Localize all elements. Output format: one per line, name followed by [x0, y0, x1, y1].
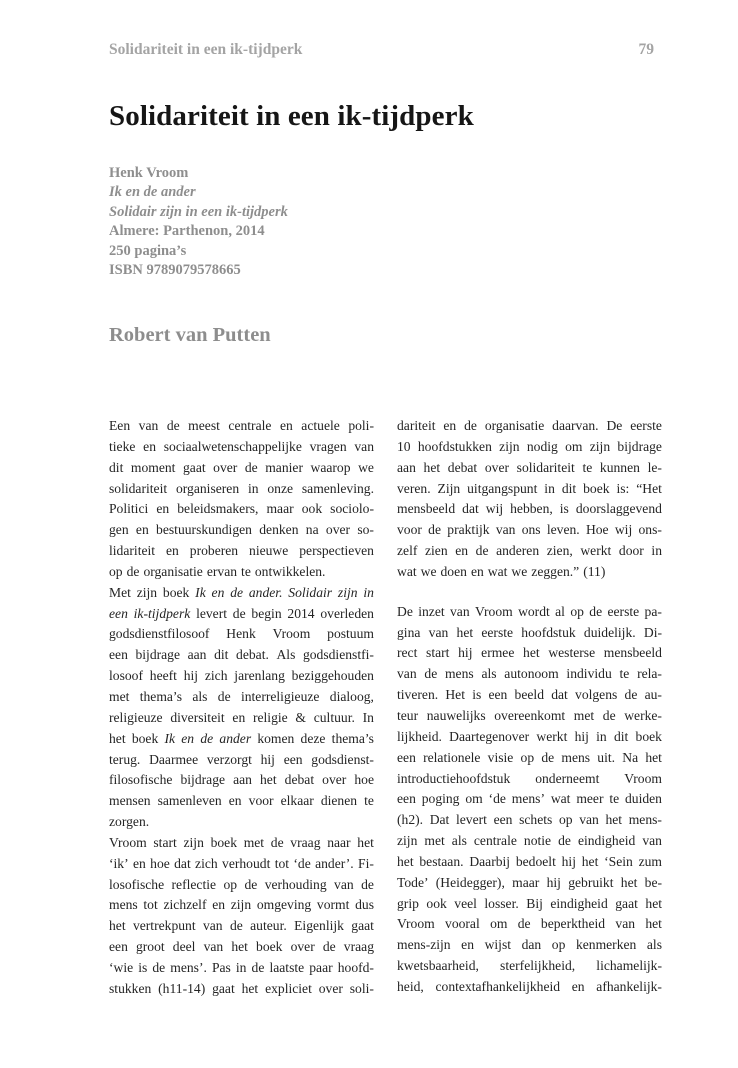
text-line: gen en bestuurskundigen denken na over so- [109, 522, 374, 538]
text-line: dit moment gaat over de manier waarop we [109, 459, 374, 475]
text-line: 10 hoofdstukken zijn nodig om zijn bijdrage [397, 438, 662, 454]
text-line: zijn met als centrale notie de eindigheid van [397, 833, 662, 849]
text-line: Een van de meest centrale en actuele poli- [109, 418, 374, 433]
text-line: een groot deel van het boek over de vraag [109, 939, 374, 955]
text-line: tiveren. Het is een beeld dat volgens de au- [397, 687, 662, 703]
book-publisher: Almere: Parthenon, 2014 [109, 223, 265, 240]
text-line: lidariteit en proberen nieuwe perspectieven [109, 543, 374, 559]
text-line: Politici en beleidsmakers, maar ook sociolo- [109, 501, 374, 517]
text-line: dariteit en de organisatie daarvan. De eerste [397, 418, 662, 433]
text-line: losofische reflectie op de verhouding van de [109, 876, 374, 892]
body-column-right [397, 416, 662, 998]
text-line: mens-zijn en wijst dan op kenmerken als [397, 937, 662, 953]
text-line: een ik-tijdperk levert de begin 2014 overleden [109, 605, 374, 621]
text-line: op de organisatie ervan te ontwikkelen. [109, 563, 326, 579]
text-line: zelf zien en de anderen zien, werkt door in [397, 543, 662, 559]
text-line: teur nauwelijks overeenkomt met de werke- [397, 707, 662, 723]
text-line: kwetsbaarheid, sterfelijkheid, lichamelijk- [397, 958, 662, 974]
article-title: Solidariteit in een ik-tijdperk [109, 100, 474, 132]
text-line: (h2). Dat levert een schets op van het mens- [397, 812, 662, 828]
text-line: ‘ik’ en hoe dat zich verhoudt tot ‘de ander’. Fi- [109, 855, 374, 871]
paragraph-gap [397, 583, 662, 602]
text-line: Met zijn boek Ik en de ander. Solidair zijn in [109, 584, 374, 600]
text-line: met thema’s als de interreligieuze dialoog, [109, 688, 374, 704]
text-line: Vroom start zijn boek met de vraag naar het [109, 834, 374, 850]
text-line: zorgen. [109, 814, 150, 830]
text-line: het boek Ik en de ander komen deze thema’s [109, 730, 374, 746]
text-line: introductiehoofdstuk onderneemt Vroom [397, 770, 662, 786]
text-line: Tode’ (Heidegger), maar hij gebruikt het be- [397, 874, 662, 890]
text-line: wat we doen en wat we zeggen.” (11) [397, 563, 606, 579]
text-line: rect start hij ermee het westerse mensbeeld [397, 645, 662, 661]
text-line: stukken (h11-14) gaat het expliciet over soli- [109, 980, 374, 996]
book-author: Henk Vroom [109, 165, 189, 181]
text-line: grip ook veel losser. Bij eindigheid gaat het [397, 895, 662, 911]
book-isbn: ISBN 9789079578665 [109, 262, 241, 279]
text-line: een bijdrage aan dit debat. Als godsdienstfi- [109, 647, 374, 663]
text-line: lijkheid. Daartegenover werkt hij in dit boek [397, 728, 662, 744]
text-line: mensen samenleven en voor elkaar dienen te [109, 793, 374, 809]
text-line: godsdienstfilosoof Henk Vroom postuum [109, 626, 374, 642]
text-line: tieke en sociaalwetenschappelijke vragen van [109, 438, 374, 454]
text-line: veren. Zijn uitgangspunt in dit boek is: “Het [397, 480, 662, 496]
text-line: het bestaan. Daarbij bedoelt hij het ‘Sein zum [397, 853, 662, 869]
text-line: aan het debat over solidariteit te kunnen le- [397, 459, 662, 475]
page-number: 79 [638, 41, 654, 58]
text-line: mens tot zichzelf en zijn omgeving vormt dus [109, 897, 374, 913]
text-line: filosofische bijdrage aan het debat over hoe [109, 772, 374, 788]
book-title: Ik en de ander [109, 184, 196, 201]
text-line: voor de praktijk van ons leven. Hoe wij ons- [397, 522, 662, 538]
text-line: een relationele visie op de mens uit. Na het [397, 749, 662, 765]
text-line: losoof heeft hij zich jarenlang beziggehouden [109, 668, 374, 684]
running-head [109, 41, 654, 59]
text-line: Vroom vooral om de beperktheid van het [397, 916, 662, 932]
text-line: religieuze diversiteit en religie & cultuur. In [109, 709, 374, 725]
text-line: mensbeeld dat wij hebben, is doorslaggevend [397, 501, 662, 517]
text-line: De inzet van Vroom wordt al op de eerste pa- [397, 603, 662, 619]
book-info [109, 164, 288, 280]
text-line: heid, contextafhankelijkheid en afhankelijk- [397, 978, 662, 994]
right-paragraph-2 [397, 602, 662, 998]
running-title: Solidariteit in een ik-tijdperk [109, 41, 303, 58]
reviewer-name: Robert van Putten [109, 324, 271, 346]
text-line: terug. Daarmee verzorgt hij een godsdienst- [109, 751, 374, 767]
book-subtitle: Solidair zijn in een ik-tijdperk [109, 203, 288, 220]
text-line: ‘wie is de mens’. Pas in de laatste paar hoofd- [109, 959, 374, 975]
right-paragraph-1 [397, 416, 662, 583]
left-column-lines [109, 416, 374, 1000]
book-pages: 250 pagina’s [109, 242, 187, 259]
text-line: gina van het eerste hoofdstuk duidelijk. Di- [397, 624, 662, 640]
body-column-left [109, 416, 374, 1000]
text-line: een poging om ‘de mens’ wat meer te duiden [397, 791, 662, 807]
text-line: het vertrekpunt van de auteur. Eigenlijk gaat [109, 918, 374, 934]
text-line: solidariteit organiseren in onze samenleving. [109, 480, 374, 496]
text-line: van de mens als autonoom individu te rela- [397, 666, 662, 682]
